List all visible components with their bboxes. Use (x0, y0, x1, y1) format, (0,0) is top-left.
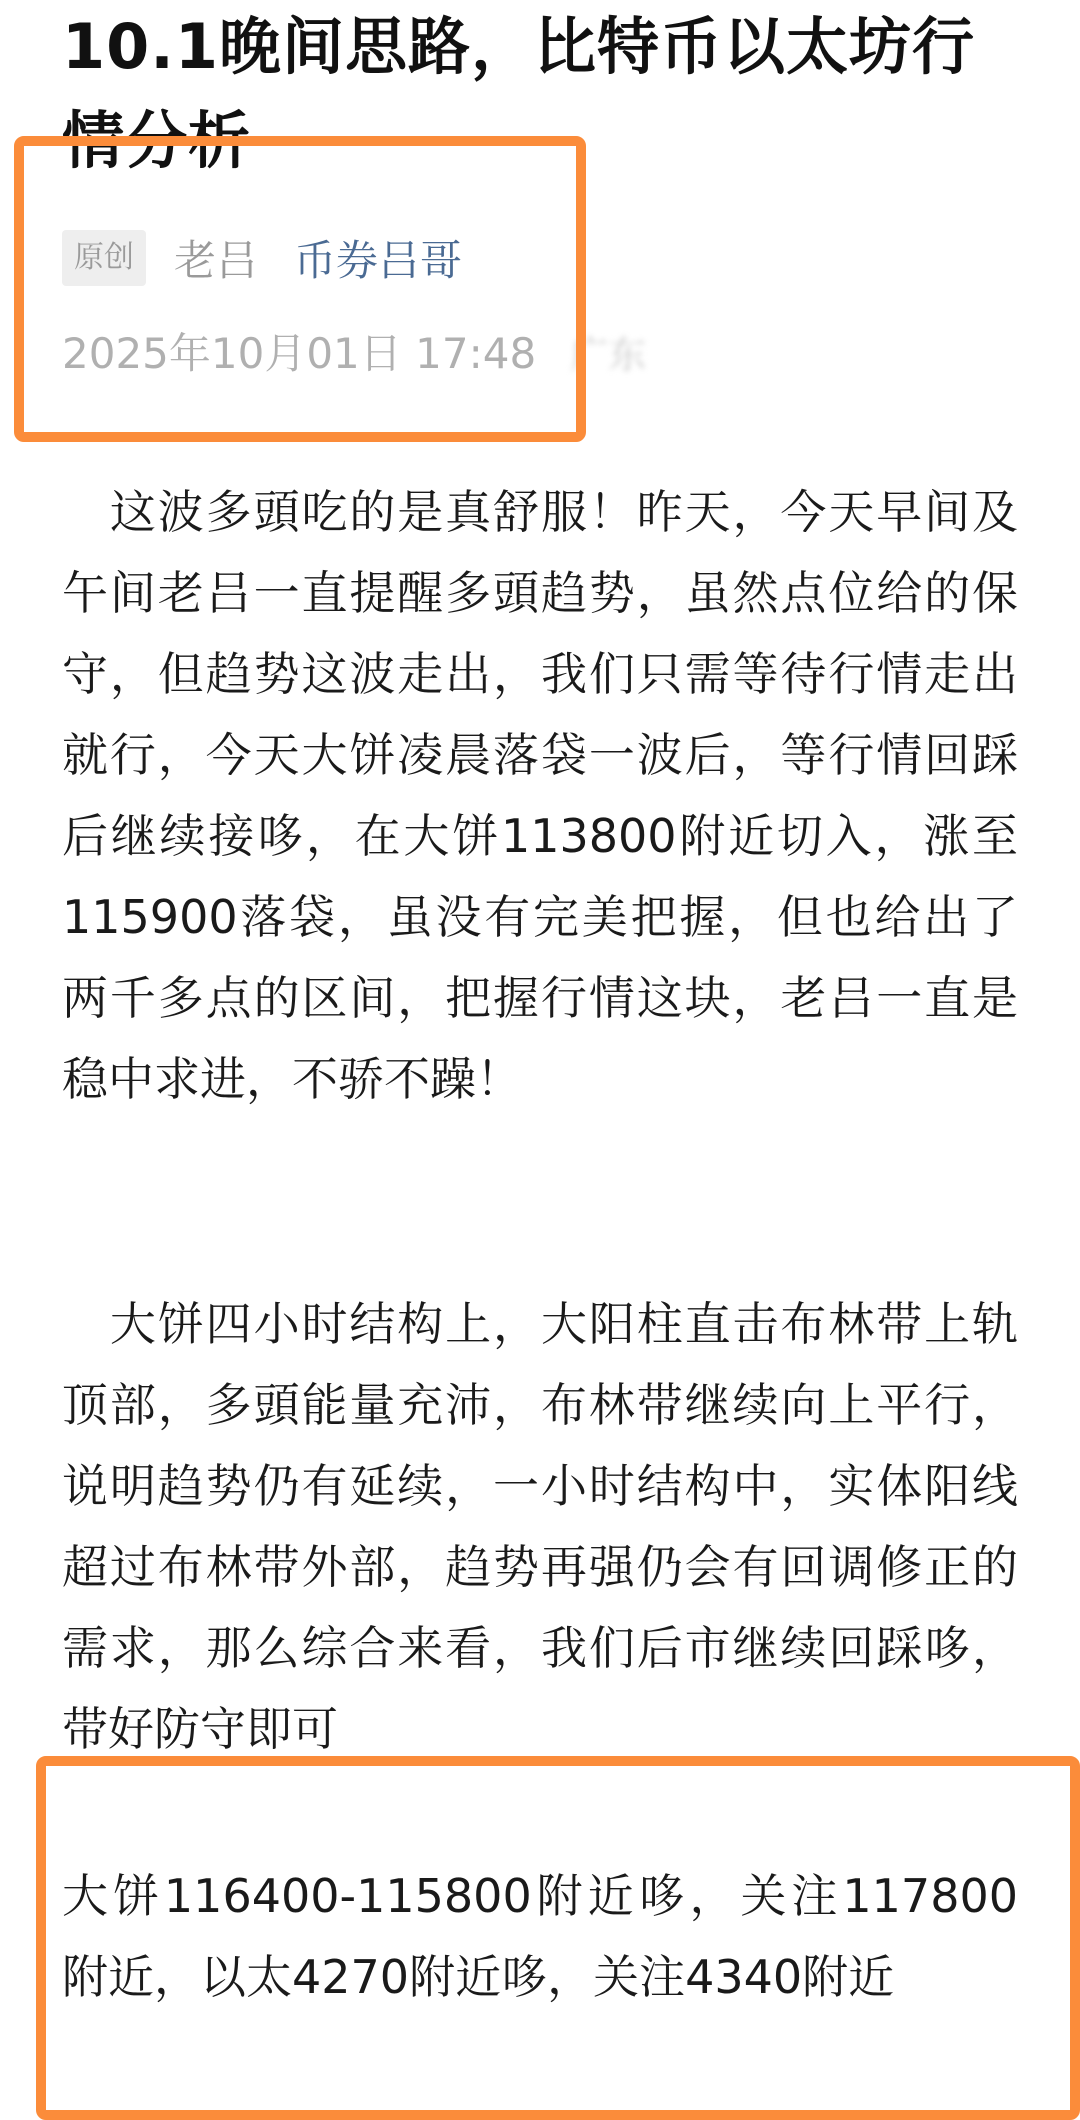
article-paragraph-3: 大饼116400-115800附近哆，关注117800附近，以太4270附近哆，关注4340附近 (62, 1869, 1018, 2004)
original-tag: 原创 (62, 230, 146, 286)
publish-date: 2025年10月01日 17:48 (62, 329, 537, 378)
highlight-box-meta (14, 136, 586, 442)
location-text: 广东 (570, 332, 647, 377)
highlight-box-strategy (36, 1756, 1080, 2120)
article-title: 10.1晚间思路，比特币以太坊行情分析 (62, 10, 975, 177)
article-paragraph-2: 大饼四小时结构上，大阳柱直击布林带上轨顶部，多頭能量充沛，布林带继续向上平行，说明趋势仍有延续，一小时结构中，实体阳线超过布林带外部，趋势再强仍会有回调修正的需求，那么综合来看，我们后市继续回踩哆，带好防守即可 (62, 1297, 1018, 1756)
author-name: 老吕 (174, 236, 259, 285)
account-link[interactable]: 币券吕哥 (294, 236, 463, 285)
article-paragraph-1: 这波多頭吃的是真舒服！昨天，今天早间及午间老吕一直提醒多頭趋势，虽然点位给的保守，但趋势这波走出，我们只需等待行情走出就行，今天大饼凌晨落袋一波后，等行情回踩后继续接哆，在大饼113800附近切入，涨至115900落袋，虽没有完美把握，但也给出了两千多点的区间，把握行情这块，老吕一直是稳中求进，不骄不躁！ (62, 485, 1018, 1106)
